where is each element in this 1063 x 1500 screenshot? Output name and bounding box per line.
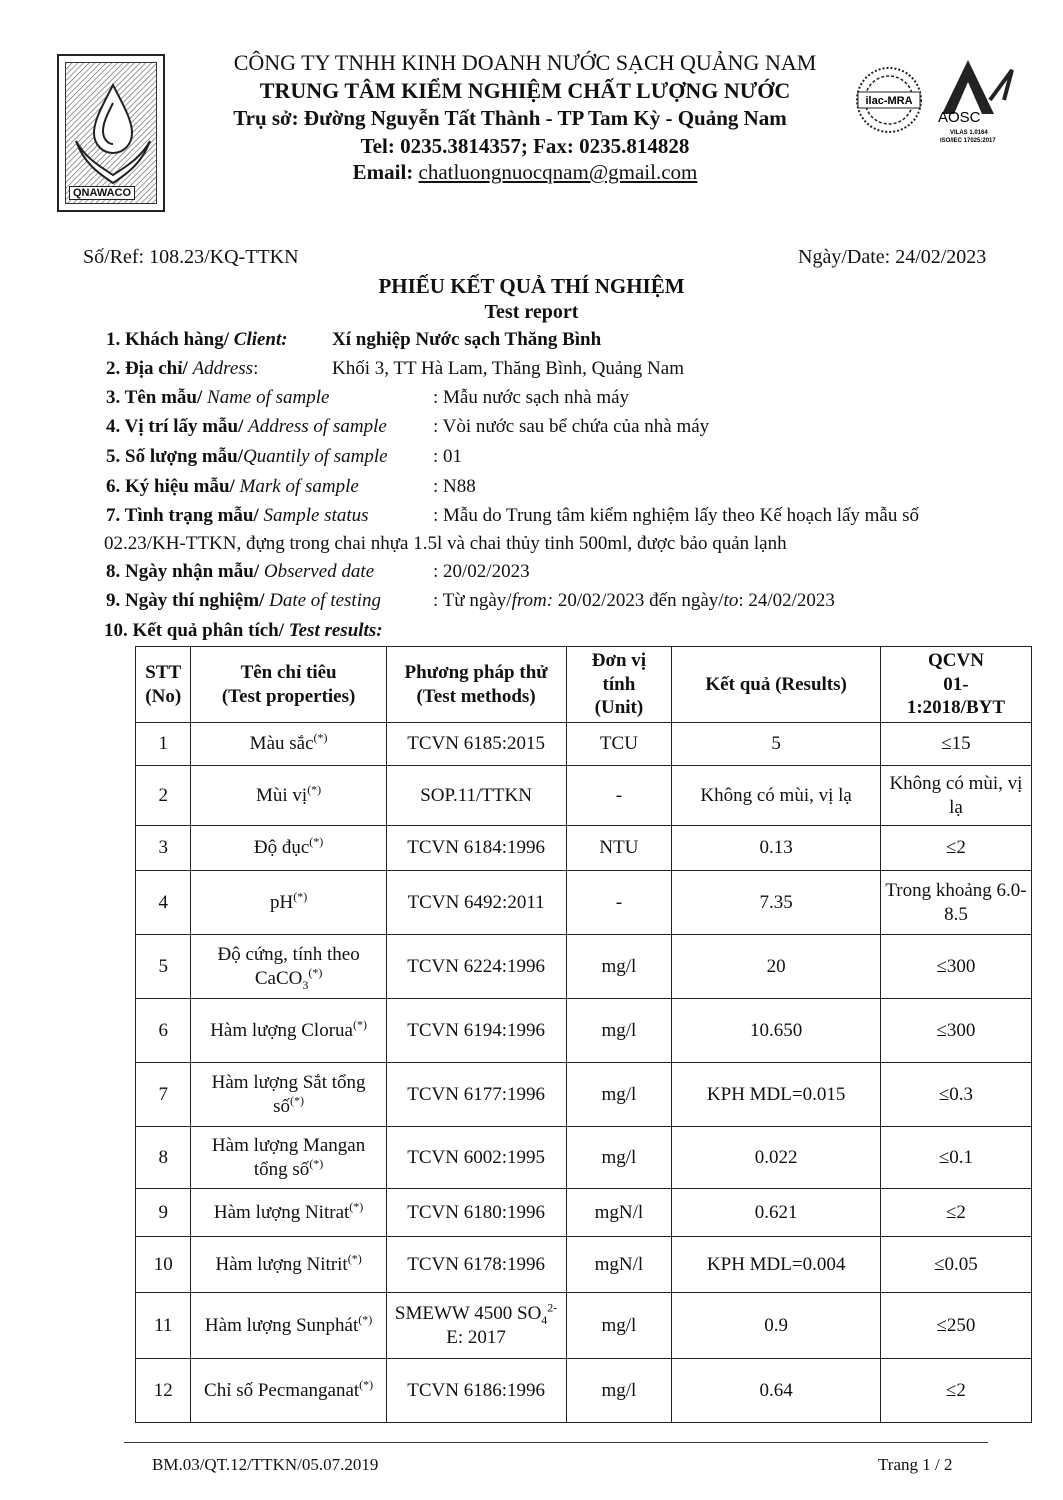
phone-fax: Tel: 0235.3814357; Fax: 0235.814828 bbox=[360, 134, 690, 158]
status-line: 7. Tình trạng mẫu/ Sample status bbox=[106, 505, 369, 526]
header-name: Tên chỉ tiêu (Test properties) bbox=[191, 647, 386, 723]
testing-date-value: : Từ ngày/from: 20/02/2023 đến ngày/to: 24/02/2023 bbox=[433, 590, 835, 611]
status-value-cont: 02.23/KH-TTKN, đựng trong chai nhựa 1.5l và chai thủy tinh 500ml, được bảo quản lạnh bbox=[104, 533, 787, 554]
logo-graphic bbox=[66, 63, 157, 204]
table-row: 12 Chỉ số Pecmanganat(*) TCVN 6186:1996 mg/l 0.64 ≤2 bbox=[136, 1359, 1032, 1423]
sample-name-value: : Mẫu nước sạch nhà máy bbox=[433, 387, 630, 408]
email-label: Email: bbox=[352, 160, 414, 184]
results-table bbox=[135, 646, 1032, 1423]
aosc-iso: ISO/IEC 17025:2017 bbox=[940, 138, 996, 144]
report-subtitle: Test report bbox=[484, 301, 579, 323]
report-date: Ngày/Date: 24/02/2023 bbox=[798, 246, 987, 268]
table-row: 8 Hàm lượng Mangan tổng số(*) TCVN 6002:1995 mg/l 0.022 ≤0.1 bbox=[136, 1127, 1032, 1189]
table-row: 2 Mùi vị(*) SOP.11/TTKN - Không có mùi, vị lạ Không có mùi, vị lạ bbox=[136, 766, 1032, 826]
form-code: BM.03/QT.12/TTKN/05.07.2019 bbox=[152, 1455, 379, 1474]
email-line bbox=[165, 162, 885, 183]
table-row: 5 Độ cứng, tính theo CaCO$_3$(*) TCVN 6224:1996 mg/l 20 ≤300 bbox=[136, 935, 1032, 999]
results-heading: 10. Kết quả phân tích/ Test results: bbox=[104, 620, 383, 641]
header-result: Kết quả (Results) bbox=[672, 647, 881, 723]
header-qcvn: QCVN 01- 1:2018/BYT bbox=[880, 647, 1031, 723]
table-row: 7 Hàm lượng Sắt tổng số(*) TCVN 6177:1996 mg/l KPH MDL=0.015 ≤0.3 bbox=[136, 1063, 1032, 1127]
ilac-mra-logo bbox=[854, 60, 924, 140]
sample-location-line: 4. Vị trí lấy mẫu/ Address of sample bbox=[106, 416, 387, 437]
mark-line: 6. Ký hiệu mẫu/ Mark of sample bbox=[106, 476, 359, 497]
company-logo bbox=[57, 54, 165, 212]
client-line: 1. Khách hàng/ Client: bbox=[106, 329, 288, 350]
address-value: Khối 3, TT Hà Lam, Thăng Bình, Quảng Nam bbox=[332, 358, 684, 379]
table-row: 1 Màu sắc(*) TCVN 6185:2015 TCU 5 ≤15 bbox=[136, 723, 1032, 766]
company-name: CÔNG TY TNHH KINH DOANH NƯỚC SẠCH QUẢNG NAM bbox=[233, 50, 817, 75]
sample-location-value: : Vòi nước sau bể chứa của nhà máy bbox=[433, 416, 710, 437]
table-row: 3 Độ đục(*) TCVN 6184:1996 NTU 0.13 ≤2 bbox=[136, 826, 1032, 871]
table-row: 9 Hàm lượng Nitrat(*) TCVN 6180:1996 mgN/l 0.621 ≤2 bbox=[136, 1189, 1032, 1237]
status-value: : Mẫu do Trung tâm kiểm nghiệm lấy theo Kế hoạch lấy mẫu số bbox=[433, 505, 920, 526]
received-date-value: : 20/02/2023 bbox=[433, 561, 530, 582]
logo-label: QNAWACO bbox=[69, 186, 135, 200]
aosc-text: AOSC bbox=[938, 109, 981, 126]
mark-value: : N88 bbox=[433, 476, 476, 497]
reference-number: Số/Ref: 108.23/KQ-TTKN bbox=[83, 246, 299, 268]
ilac-text: ilac-MRA bbox=[865, 95, 913, 107]
quantity-value: : 01 bbox=[433, 446, 463, 467]
address-line: 2. Địa chỉ/ Address: bbox=[106, 358, 259, 379]
testing-date-line: 9. Ngày thí nghiệm/ Date of testing bbox=[106, 590, 381, 611]
received-date-line: 8. Ngày nhận mẫu/ Observed date bbox=[106, 561, 375, 582]
client-value: Xí nghiệp Nước sạch Thăng Bình bbox=[332, 329, 602, 350]
page-number: Trang 1 / 2 bbox=[878, 1455, 953, 1474]
header-unit: Đơn vị tính (Unit) bbox=[566, 647, 672, 723]
email-link[interactable]: chatluongnuocqnam@gmail.com bbox=[418, 160, 698, 184]
sample-name-line: 3. Tên mẫu/ Name of sample bbox=[106, 387, 330, 408]
header-stt: STT (No) bbox=[136, 647, 191, 723]
table-header-row bbox=[136, 647, 1032, 723]
table-row: 11 Hàm lượng Sunphát(*) SMEWW 4500 $SO_4^{2-}$ E: 2017 mg/l 0.9 ≤250 bbox=[136, 1293, 1032, 1359]
footer-divider bbox=[124, 1442, 988, 1443]
quantity-line: 5. Số lượng mẫu/Quantily of sample bbox=[106, 446, 388, 467]
head-office-address: Trụ sở: Đường Nguyễn Tất Thành - TP Tam Kỳ - Quảng Nam bbox=[233, 106, 787, 130]
table-row: 10 Hàm lượng Nitrit(*) TCVN 6178:1996 mgN/l KPH MDL=0.004 ≤0.05 bbox=[136, 1237, 1032, 1293]
report-title: PHIẾU KẾT QUẢ THÍ NGHIỆM bbox=[378, 274, 685, 298]
aosc-vilas: VILAS 1.0164 bbox=[950, 130, 988, 136]
table-row: 6 Hàm lượng Clorua(*) TCVN 6194:1996 mg/l 10.650 ≤300 bbox=[136, 999, 1032, 1063]
center-name: TRUNG TÂM KIỂM NGHIỆM CHẤT LƯỢNG NƯỚC bbox=[259, 78, 791, 103]
table-row: 4 pH(*) TCVN 6492:2011 - 7.35 Trong khoảng 6.0-8.5 bbox=[136, 871, 1032, 935]
header-method: Phương pháp thử (Test methods) bbox=[386, 647, 566, 723]
aosc-logo bbox=[934, 56, 1018, 146]
